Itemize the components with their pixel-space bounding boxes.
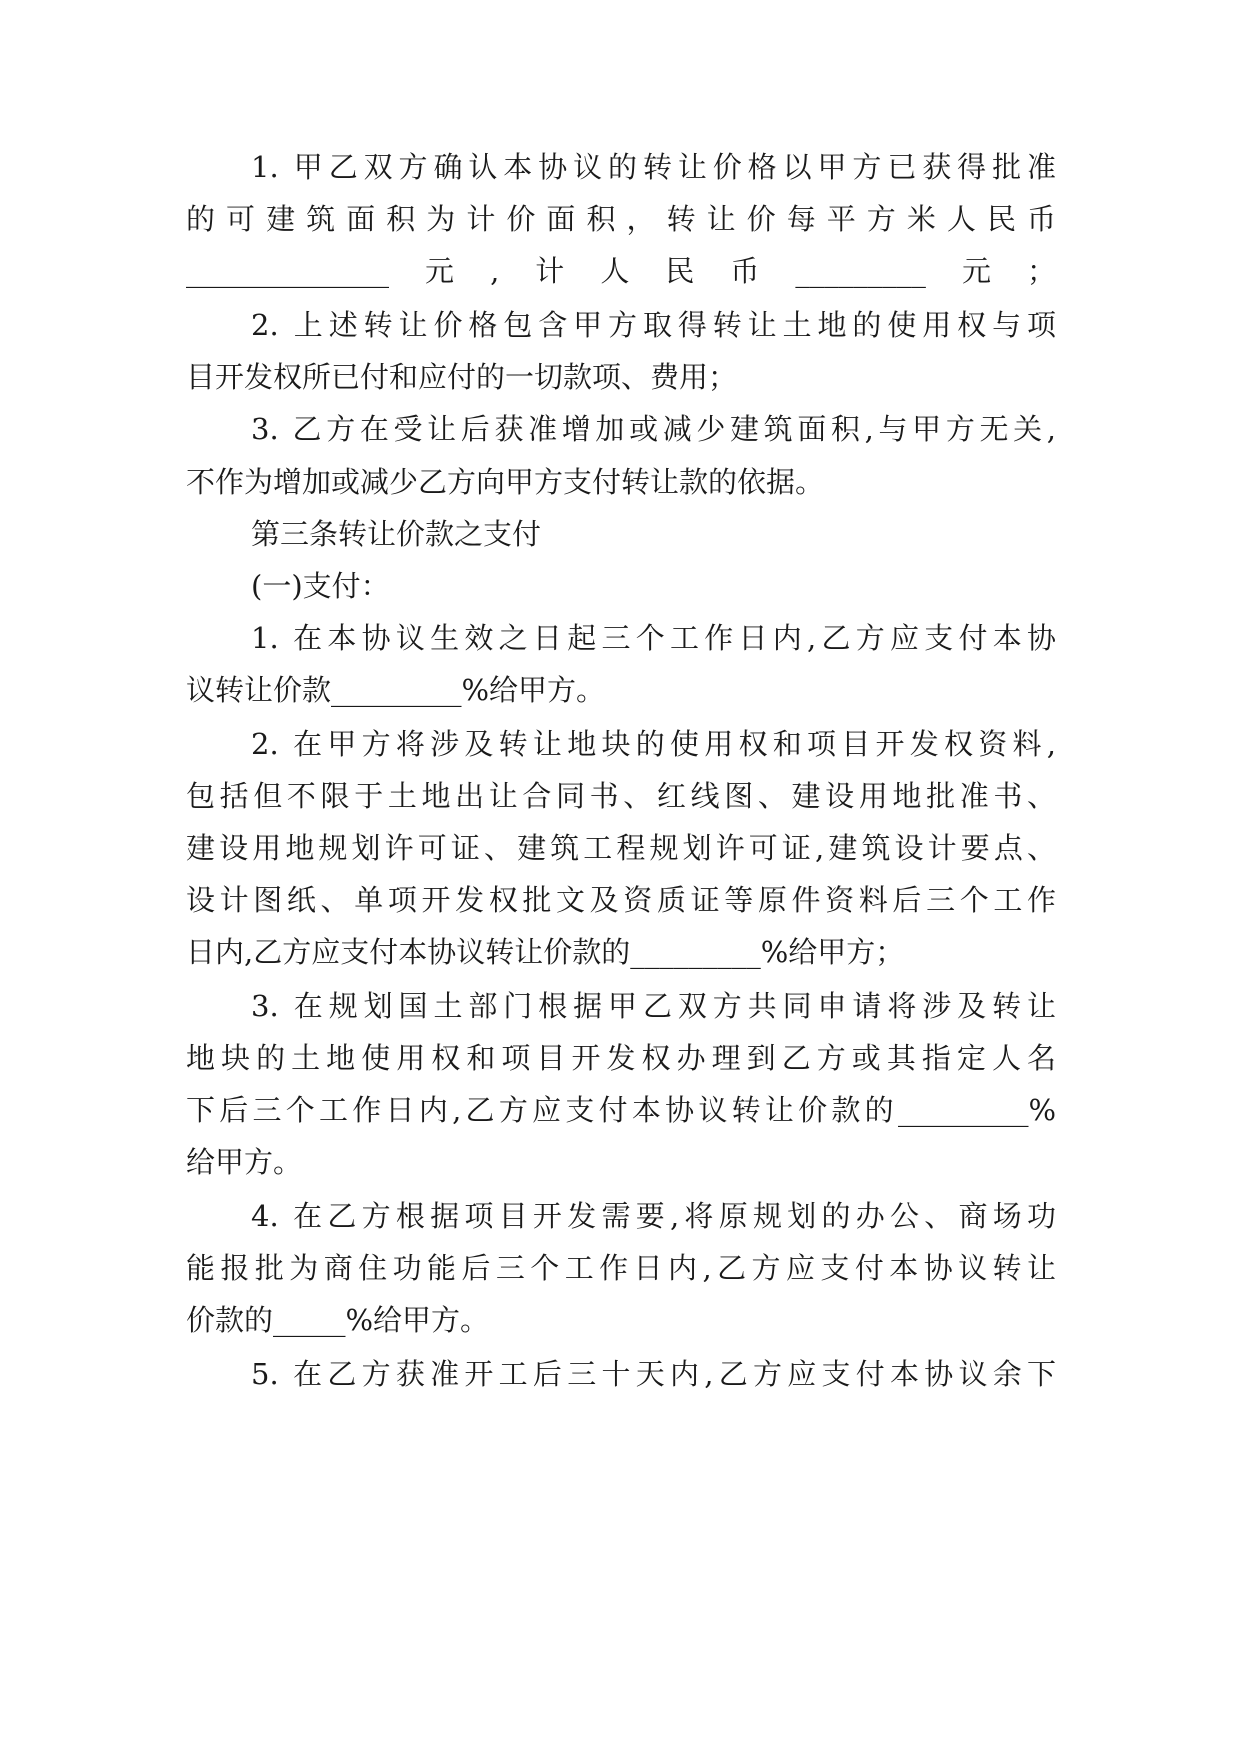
payment-1-line-1: 1. 在本协议生效之日起三个工作日内,乙方应支付本协 bbox=[251, 621, 1056, 655]
payment-3-line-2: 地块的土地使用权和项目开发权办理到乙方或其指定人名 bbox=[186, 1041, 1056, 1075]
payment-4-line-1: 4. 在乙方根据项目开发需要,将原规划的办公、商场功 bbox=[251, 1199, 1056, 1233]
clause-2-1-line-3: ______________元,计人民币_________元； bbox=[186, 254, 1056, 288]
payment-2-line-1: 2. 在甲方将涉及转让地块的使用权和项目开发权资料, bbox=[251, 727, 1056, 761]
clause-2-2-line-1: 2. 上述转让价格包含甲方取得转让土地的使用权与项 bbox=[251, 308, 1056, 342]
clause-2-3-line-2: 不作为增加或减少乙方向甲方支付转让款的依据。 bbox=[186, 465, 825, 499]
payment-1-line-2: 议转让价款_________%给甲方。 bbox=[186, 673, 606, 707]
payment-2-line-2: 包括但不限于土地出让合同书、红线图、建设用地批准书、 bbox=[186, 779, 1056, 813]
payment-2-line-3: 建设用地规划许可证、建筑工程规划许可证,建筑设计要点、 bbox=[186, 831, 1056, 865]
payment-4-line-2: 能报批为商住功能后三个工作日内,乙方应支付本协议转让 bbox=[186, 1251, 1056, 1285]
article-3-heading: 第三条转让价款之支付 bbox=[251, 517, 542, 551]
clause-2-2-line-2: 目开发权所已付和应付的一切款项、费用； bbox=[186, 360, 738, 394]
clause-2-1-line-2: 的可建筑面积为计价面积，转让价每平方米人民币 bbox=[186, 202, 1056, 236]
payment-4-line-3: 价款的_____%给甲方。 bbox=[186, 1303, 490, 1337]
clause-2-1-line-1: 1. 甲乙双方确认本协议的转让价格以甲方已获得批准 bbox=[251, 150, 1056, 184]
payment-5-line-1: 5. 在乙方获准开工后三十天内,乙方应支付本协议余下 bbox=[251, 1357, 1056, 1391]
clause-2-3-line-1: 3. 乙方在受让后获准增加或减少建筑面积,与甲方无关, bbox=[251, 412, 1056, 446]
section-1-heading: (一)支付： bbox=[251, 569, 390, 603]
payment-2-line-4: 设计图纸、单项开发权批文及资质证等原件资料后三个工作 bbox=[186, 883, 1056, 917]
payment-3-line-3: 下后三个工作日内,乙方应支付本协议转让价款的_________% bbox=[186, 1093, 1056, 1127]
payment-3-line-1: 3. 在规划国土部门根据甲乙双方共同申请将涉及转让 bbox=[251, 989, 1056, 1023]
payment-2-line-5: 日内,乙方应支付本协议转让价款的_________%给甲方； bbox=[186, 935, 905, 969]
payment-3-line-4: 给甲方。 bbox=[186, 1145, 303, 1179]
